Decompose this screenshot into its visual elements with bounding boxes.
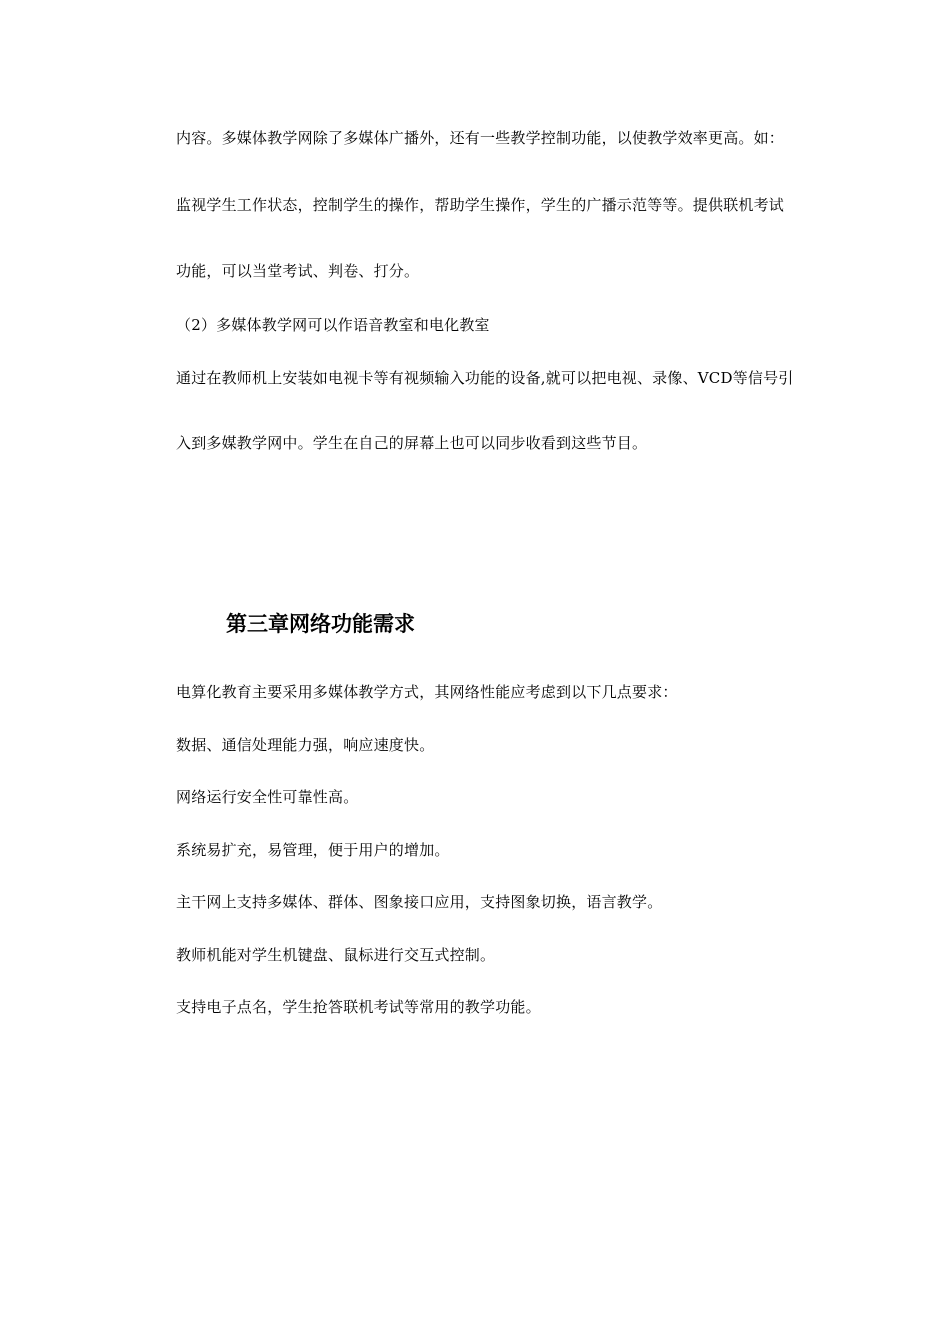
- requirement-item: 数据、通信处理能力强，响应速度快。: [176, 736, 435, 754]
- chapter-intro: 电算化教育主要采用多媒体教学方式，其网络性能应考虑到以下几点要求：: [176, 683, 678, 701]
- paragraph-line: 功能，可以当堂考试、判卷、打分。: [176, 262, 420, 280]
- paragraph-line: 入到多媒教学网中。学生在自己的屏幕上也可以同步收看到这些节目。: [176, 434, 648, 452]
- paragraph-line: 监视学生工作状态，控制学生的操作，帮助学生操作，学生的广播示范等等。提供联机考试: [176, 196, 785, 214]
- requirement-item: 系统易扩充，易管理，便于用户的增加。: [176, 841, 450, 859]
- paragraph-line: 内容。多媒体教学网除了多媒体广播外，还有一些教学控制功能，以使教学效率更高。如：: [176, 129, 785, 147]
- requirement-item: 支持电子点名，学生抢答联机考试等常用的教学功能。: [176, 998, 541, 1016]
- subheading-line: （2）多媒体教学网可以作语音教室和电化教室: [176, 316, 490, 334]
- paragraph-line: 通过在教师机上安装如电视卡等有视频输入功能的设备,就可以把电视、录像、VCD等信号引: [176, 369, 794, 387]
- chapter-title: 第三章网络功能需求: [226, 612, 415, 636]
- requirement-item: 主干网上支持多媒体、群体、图象接口应用，支持图象切换，语言教学。: [176, 893, 663, 911]
- requirement-item: 教师机能对学生机键盘、鼠标进行交互式控制。: [176, 946, 496, 964]
- requirement-item: 网络运行安全性可靠性高。: [176, 788, 359, 806]
